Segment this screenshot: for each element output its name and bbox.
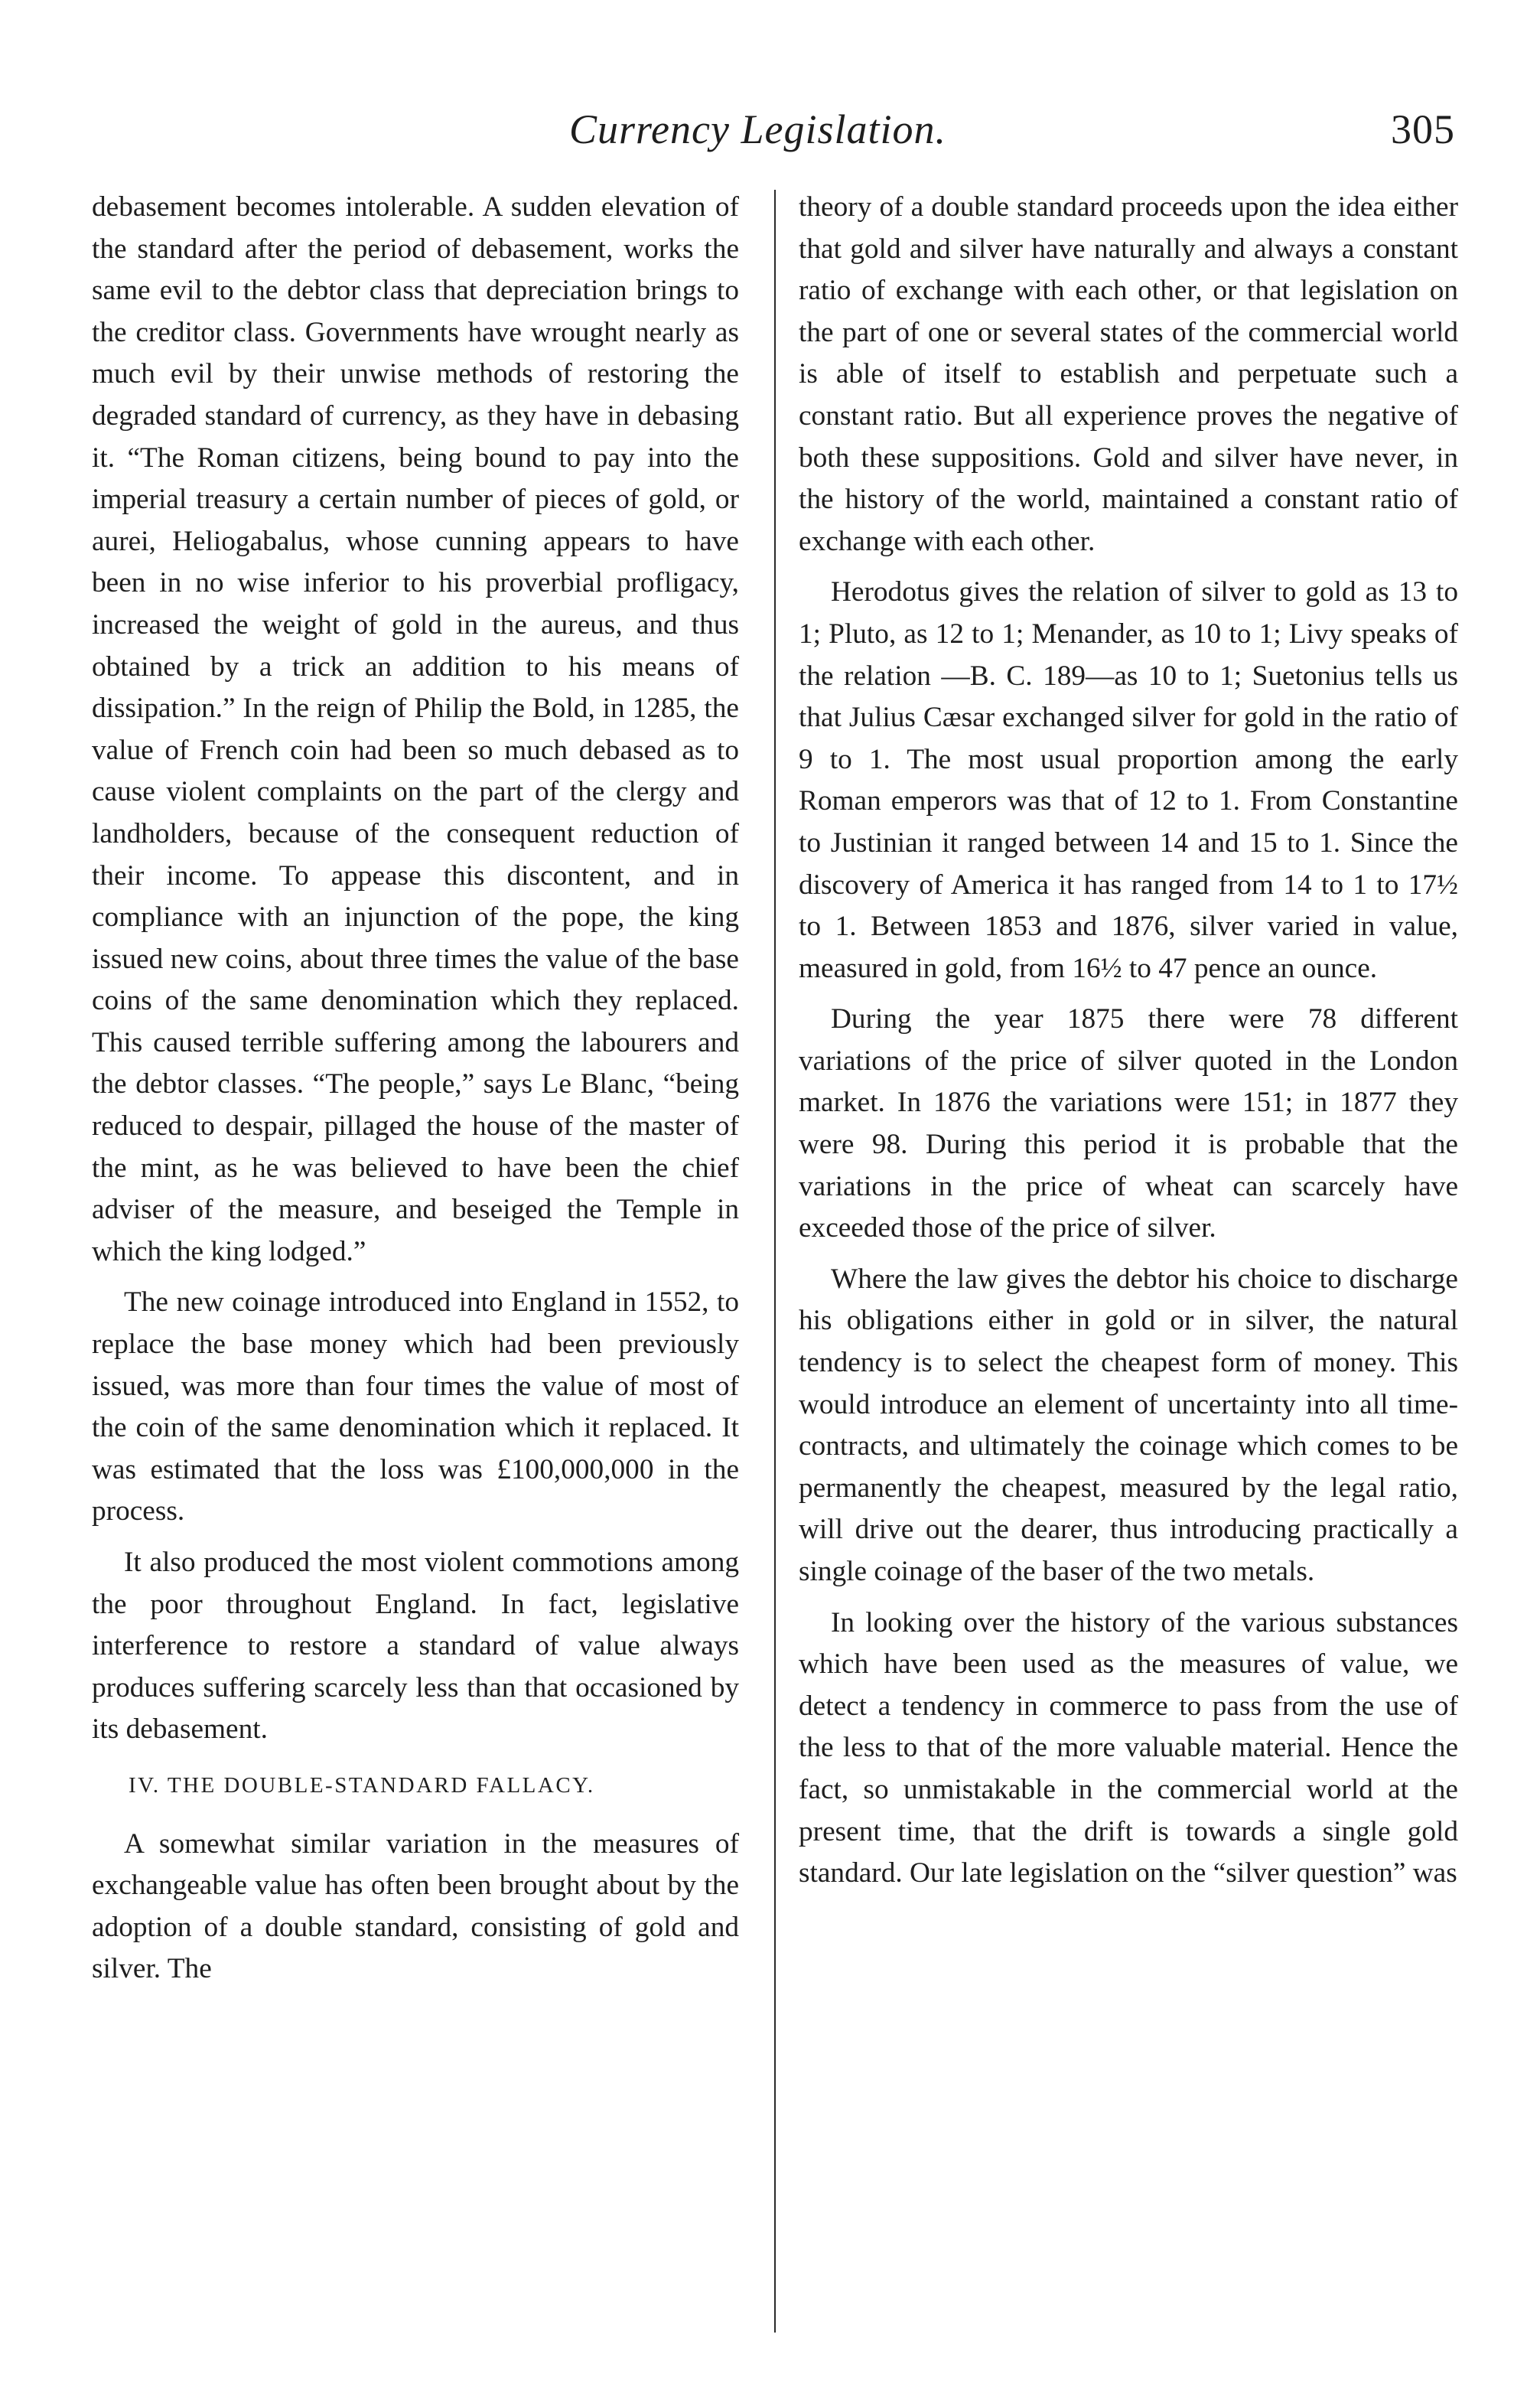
paragraph: During the year 1875 there were 78 different variations of the price of silver quoted in the London market. In 1876 the variations were 151; in 1877 they were 98. During this period it is probable that the variations in the price of wheat can scarcely have exceeded those of the price of silver. — [799, 1003, 1458, 1244]
paragraph: A somewhat similar variation in the measures of exchangeable value has often been brought about by the adoption of a double standard, consisting of gold and silver. The — [92, 1827, 739, 1985]
left-column — [92, 187, 739, 1990]
section-heading: IV. THE DOUBLE-STANDARD FALLACY. — [129, 1772, 595, 1798]
paragraph: debasement becomes intolerable. A sudden elevation of the standard after the period of debasement, works the same evil to the debtor class that depreciation brings to the creditor class. Governments have wrought nearly as much evil by their unwise methods of restoring the degraded standard of currency, as they have in debasing it. “The Roman citizens, being bound to pay into the imperial treasury a certain number of pieces of gold, or aurei, Heliogabalus, whose cunning appears to have been in no wise inferior to his proverbial profligacy, increased the weight of gold in the aureus, and thus obtained by a trick an addition to his means of dissipation.” In the reign of Philip the Bold, in 1285, the value of French coin had been so much debased as to cause violent complaints on the part of the clergy and landholders, because of the consequent reduction of their income. To appease this discontent, and in compliance with an injunction of the pope, the king issued new coins, about three times the value of the base coins of the same denomination which they replaced. This caused terrible suffering among the labourers and the debtor classes. “The people,” says Le Blanc, “being reduced to despair, pillaged the house of the master of the mint, as he was believed to have been the chief adviser of the measure, and beseiged the Temple in which the king lodged.” — [92, 191, 739, 1267]
column-divider — [774, 190, 776, 2333]
paragraph: It also produced the most violent commotions among the poor throughout England. In fact, legislative interference to restore a standard of value always produces suffering scarcely less than that occasioned by its debasement. — [92, 1547, 739, 1746]
page-number: 305 — [1391, 106, 1455, 152]
paragraph: In looking over the history of the various substances which have been used as the measures of value, we detect a tendency in commerce to pass from the use of the less to that of the more valuable material. Hence the fact, so unmistakable in the commercial world at the present time, that the drift is towards a single gold standard. Our late legislation on the “silver question” was — [799, 1606, 1458, 1889]
paragraph: The new coinage introduced into England in 1552, to replace the base money which had been previously issued, was more than four times the value of most of the coin of the same denomination which it replaced. It was estimated that the loss was £100,000,000 in the process. — [92, 1286, 739, 1527]
page-header — [93, 106, 1455, 167]
right-column — [799, 187, 1458, 1895]
paragraph: Herodotus gives the relation of silver to gold as 13 to 1; Pluto, as 12 to 1; Menander, as 10 to 1; Livy speaks of the relation —B. C. 189—as 10 to 1; Suetonius tells us that Julius Cæsar exchanged silver for gold in the ratio of 9 to 1. The most usual proportion among the early Roman emperors was that of 12 to 1. From Constantine to Justinian it ranged between 14 and 15 to 1. Since the discovery of America it has ranged from 14 to 1 to 17½ to 1. Between 1853 and 1876, silver varied in value, measured in gold, from 16½ to 47 pence an ounce. — [799, 576, 1458, 984]
paragraph: Where the law gives the debtor his choice to discharge his obligations either in gold or in silver, the natural tendency is to select the cheapest form of money. This would introduce an element of uncertainty into all time-contracts, and ultimately the coinage which comes to be permanently the cheapest, measured by the legal ratio, will drive out the dearer, thus introducing practically a single coinage of the baser of the two metals. — [799, 1263, 1458, 1587]
paragraph: theory of a double standard proceeds upon the idea either that gold and silver have naturally and always a constant ratio of exchange with each other, or that legislation on the part of one or several states of the commercial world is able of itself to establish and perpetuate such a constant ratio. But all experience proves the negative of both these suppositions. Gold and silver have never, in the history of the world, maintained a constant ratio of exchange with each other. — [799, 191, 1458, 557]
running-title: Currency Legislation. — [569, 106, 946, 152]
